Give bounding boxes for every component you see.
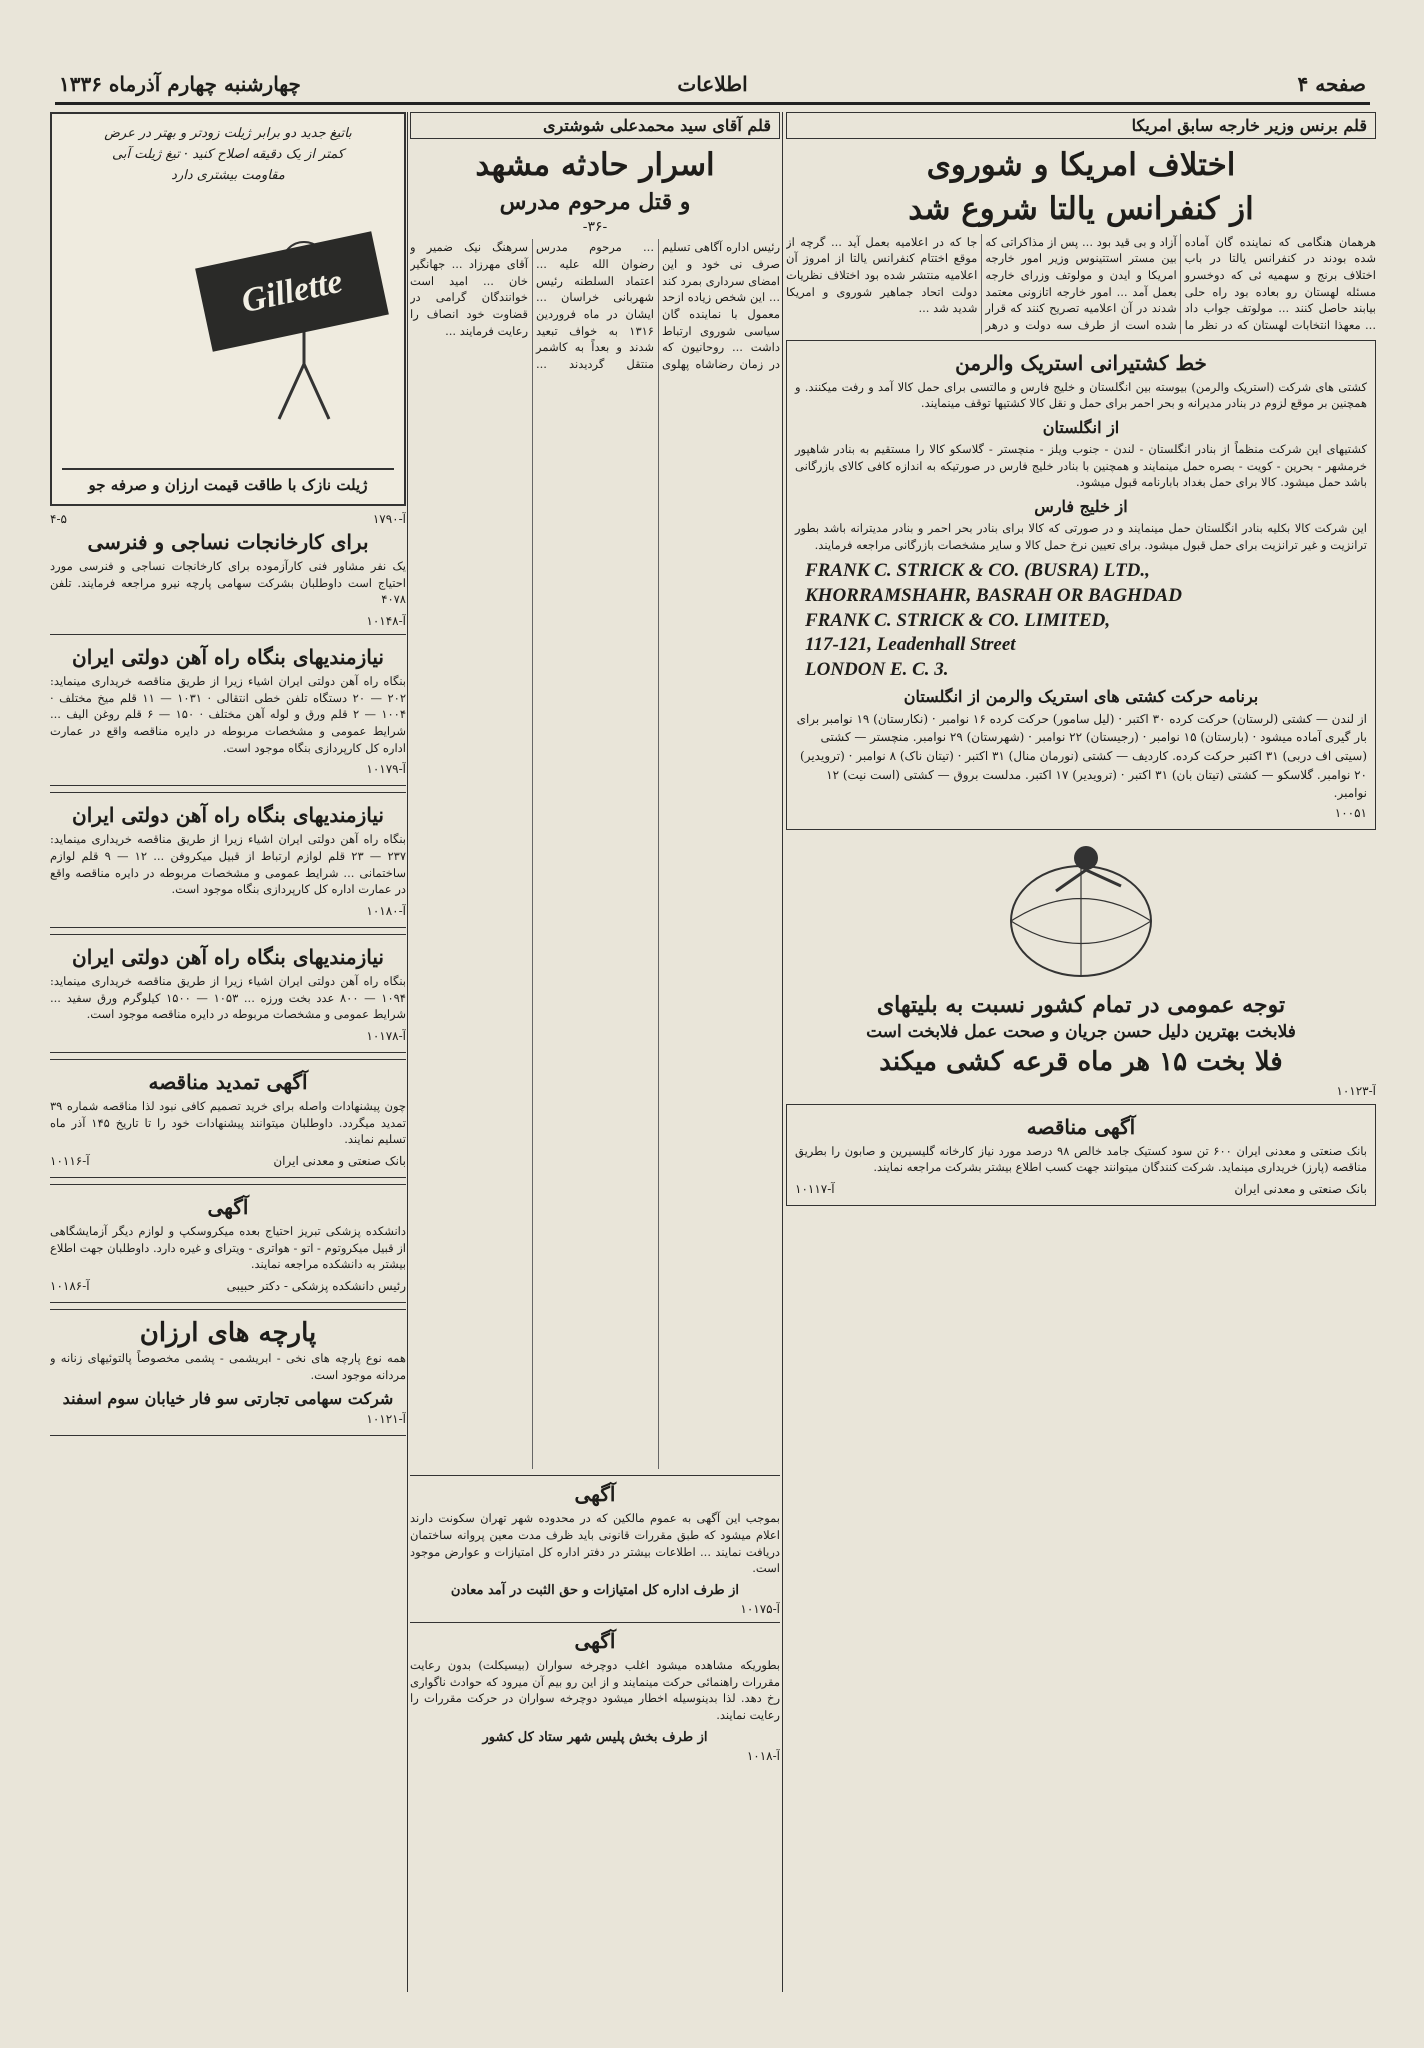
column-divider <box>782 112 783 1992</box>
tender-extension-title: آگهی تمدید مناقصه <box>148 1070 308 1095</box>
railway-ad <box>50 934 406 1053</box>
article-subheadline: و قتل مرحوم مدرس <box>499 189 691 216</box>
tender-ad-footer <box>795 1182 1367 1196</box>
fabric-ad-signature: شرکت سهامی تجارتی سو فار خیابان سوم اسفند <box>62 1389 394 1409</box>
notice-body: بطوریکه مشاهده میشود اغلب دوچرخه سواران (بیسیکلت) بدون رعایت مقررات راهنمائی حرکت مینمایند و از این رو بیم آن میرود که حوادث ناگواری رخ دهد. لذا بدینوسیله اخطار میشود دوچرخه سواران در حرکت مقررات را رعایت نمایند. <box>410 1657 780 1722</box>
tender-ad-body: بانک صنعتی و معدنی ایران ۶۰۰ تن سود کستیک جامد خالص ۹۸ درصد مورد نیاز کارخانه گلیسیرین و صابون را بطریق مناقصه (پارز) خریداری مینماید. شرکت کنندگان میتوانند جهت کسب اطلاع بیشتر بشرکت مراجعه نمایند. <box>795 1143 1367 1175</box>
address-line: LONDON E. C. 3. <box>805 659 949 681</box>
railway-ad-body: بنگاه راه آهن دولتی ایران اشیاء زیرا از طریق مناقصه خریداری مینماید: ۱۰۹۴ — ۸۰۰ عدد بخت ورزه ... ۱۰۵۳ — ۱۵۰۰ کیلوگرم ورق سفید ... شرایط عمومی و مشخصات مربوطه در دایره مناقصه موجود است. <box>50 974 406 1022</box>
article-subheadline: از کنفرانس یالتا شروع شد <box>908 191 1254 228</box>
railway-ad-title: نیازمندیهای بنگاه راه آهن دولتی ایران <box>72 645 384 670</box>
ad-code <box>795 806 1367 820</box>
railway-ad-body: بنگاه راه آهن دولتی ایران اشیاء زیرا از طریق مناقصه خریداری مینماید: ۲۰۲ — ۲۰ دستگاه تلفن خطی انتقالی · ۱۰۳۱ — ۱۱ قلم میخ مختلف · ۱۰۰۴ — ۲ قلم ورق و لوله آهن مختلف · ۱۵۰ — ۶ قلم روغن الیف ... شرایط عمومی و مشخصات مربوطه در دایره مناقصه واقع در عمارت اداره کل کارپردازی بنگاه موجود است. <box>50 674 406 755</box>
ad-code <box>50 1029 406 1043</box>
medical-ad-body: دانشکده پزشکی تبریز احتیاج بعده میکروسکپ و لوازم دیگر آزمایشگاهی از قبیل میکروتوم - اتو - هواتری - ویترای و غیره دارد. داوطلبان جهت اطلاع بیشتر به دانشکده مراجعه نمایند. <box>50 1224 406 1272</box>
tender-signature: بانک صنعتی و معدنی ایران <box>1234 1182 1367 1197</box>
notice-title: آگهی <box>574 1628 616 1653</box>
divider <box>410 1622 780 1623</box>
address-line: FRANK C. STRICK & CO. (BUSRA) LTD., <box>805 560 1150 582</box>
article-body <box>786 234 1376 334</box>
address-line: KHORRAMSHAHR, BASRAH OR BAGHDAD <box>805 585 1182 607</box>
railway-ad <box>50 792 406 928</box>
address-line: 117-121, Leadenhall Street <box>805 634 1016 656</box>
railway-ad-title: نیازمندیهای بنگاه راه آهن دولتی ایران <box>72 945 384 970</box>
shipping-ad-title: خط کشتیرانی استریک والرمن <box>955 350 1207 375</box>
railway-ad <box>50 634 406 786</box>
tender-extension-body: چون پیشنهادات واصله برای خرید تصمیم کافی نبود لذا مناقصه شماره ۳۹ تمدید میگردد. داوطلبان میتوانند پیشنهادات خود را تا تاریخ ۱۴۵ آذر ماه تسلیم نمایند. <box>50 1099 406 1147</box>
ad-code <box>50 1412 406 1426</box>
fabric-ad <box>50 1309 406 1436</box>
ad-code-value: آ-۱۰۱۲۱ <box>366 1412 406 1427</box>
lottery-line: فلابخت بهترین دلیل حسن جریان و صحت عمل فلابخت است <box>866 1021 1296 1042</box>
page-number: صفحه ۴ <box>1297 72 1366 96</box>
ad-code-value: ۱۰۰۵۱ <box>1334 805 1367 820</box>
notice-title: آگهی <box>574 1482 616 1507</box>
shipping-ad-address <box>795 559 1367 682</box>
article-headline: اسرار حادثه مشهد <box>475 147 715 183</box>
ad-code <box>410 1749 780 1763</box>
ad-code <box>410 1602 780 1616</box>
medical-ad-title: آگهی <box>207 1195 249 1220</box>
shipping-ad-body: کشتی های شرکت (استریک والرمن) بیوسته بین انگلستان و خلیج فارس و مالتسی برای حمل کالا آمد و رفت میکنند. و همچنین بر موقع لزوم در بنادر مدیرانه و بحر احمر برای حمل و نقل کالا کشتیها توقف مینمایند. <box>795 379 1367 411</box>
shipping-ad-gulf: این شرکت کالا بکلیه بنادر انگلستان حمل مینمایند و در صورتی که کالا برای بنادر بحر احمر و بنادر مدیترانه باشد بطور ترانزیت و غیر ترانزیت برای حمل قبول میشود. برای تعیین نرخ حمل کالا و سایر مشخصات بازرگانی مراجعه فرمایند. <box>795 520 1367 552</box>
ad-footer <box>50 1154 406 1168</box>
paper-name: اطلاعات <box>677 72 748 96</box>
notice-signature: از طرف بخش پلیس شهر ستاد کل کشور <box>482 1729 708 1745</box>
shipping-ad <box>786 340 1376 830</box>
medical-school-ad <box>50 1184 406 1303</box>
notice-body: بموجب این آگهی به عموم مالکین که در محدوده شهر تهران سکونت دارند اعلام میشود که طبق مقررات قانونی باید ظرف مدت معین پروانه ساختمان دریافت نمایند ... اطلاعات بیشتر در دفتر اداره کل امتیازات و عوارض موجود است. <box>410 1511 780 1576</box>
lottery-figure-head <box>1074 846 1098 870</box>
railway-ad-body: بنگاه راه آهن دولتی ایران اشیاء زیرا از طریق مناقصه خریداری مینماید: ۲۳۷ — ۲۳ قلم لوازم ارتباط از قبیل میکروفن ... ۱۲ — ۹ قلم لوازم ساختمانی ... شرایط عمومی و مشخصات مربوطه در دایره مناقصه واقع در عمارت اداره کل کارپردازی بنگاه موجود است. <box>50 832 406 897</box>
column-divider <box>407 112 408 1992</box>
article-part-number: -۳۶- <box>582 219 608 236</box>
ad-code <box>50 762 406 776</box>
ad-code-value: آ-۱۰۱۸۶ <box>50 1279 90 1294</box>
shipping-ad-subtitle: از انگلستان <box>1042 417 1120 437</box>
ad-code-value: آ-۱۰۱۷۵ <box>740 1601 780 1616</box>
ad-code-value: آ-۱۰۱۲۳ <box>1336 1083 1376 1098</box>
gillette-ad-text: باتیغ جدید دو برابر ژیلت زودتر و بهتر در عرض کمتر از یک دقیقه اصلاح کنید · تیغ ژیلت آبی مقاومت بیشتری دارد <box>104 126 352 183</box>
ad-code-value: آ-۱۰۱۸۰ <box>366 904 406 919</box>
shipping-ad-subtitle: از خلیج فارس <box>1034 496 1128 516</box>
ad-code-value: آ-۱۰۱۷۹ <box>366 762 406 777</box>
gillette-footer: ژیلت نازک با طاقت قیمت ارزان و صرفه جو <box>62 468 394 494</box>
ad-code-value: آ-۱۰۱۷۸ <box>366 1029 406 1044</box>
issue-date: چهارشنبه چهارم آذرماه ۱۳۳۶ <box>59 72 301 96</box>
ad-signature: رئیس دانشکده پزشکی - دکتر حبیبی <box>226 1279 406 1294</box>
address-line: FRANK C. STRICK & CO. LIMITED, <box>805 609 1111 631</box>
ad-code-number: ۴-۵ <box>50 512 67 526</box>
schedule-list: از لندن — کشتی (لرستان) حرکت کرده ۳۰ اکتبر · (لیل سامور) حرکت کرده ۱۶ نوامبر · (نکارستان) ۱۹ نوامبر برای بار گیری آماده میشود · (بارستان) ۱۵ نوامبر · (رجیستان) ۲۲ نوامبر · (شهرستان) ۲۹ نوامبر. منچستر — کشتی (سیتی اف دربی) ۳۱ اکتبر حرکت کرده. کاردیف — کشتی (نورمان منال) ۳۱ اکتبر · (تیتان ناک) ۸ نوامبر · (ترویدیر) ۲۰ نوامبر. گلاسکو — کشتی (تیتان بان) ۳۱ اکتبر · (ترویدیر) ۱۷ اکتبر. مدلست بروق — کشتی (است نیت) ۱۲ نوامبر. <box>796 711 1367 801</box>
fabric-ad-body: همه نوع پارچه های نخی - ابریشمی - پشمی مخصوصاً پالتوئیهای زنانه و مردانه موجود است. <box>50 1351 406 1382</box>
article-text: هرهمان هنگامی که نماینده گان آماده شده بودند در کنفرانس یالتا در باب اختلاف برنج و سهمیه ئی که دوخسرو مسئله لهستان رو بعاده بود راه حلی بیابند حاصل کنند ... مولوتف جواب داد ... معهذا انتخابات لهستان که در نظر ما آزاد و بی قید بود ... پس از مذاکراتی که بین مستر استتینوس وزیر امور خارجه امریکا و ایدن و مولوتف وزرای خارجه بعمل آمد ... <box>985 234 1376 332</box>
lottery-ad <box>786 990 1376 1081</box>
gillette-logo: Gillette <box>195 231 389 352</box>
tender-ad <box>786 1104 1376 1206</box>
column-ads <box>50 112 406 1992</box>
ad-code <box>50 614 406 628</box>
article-byline: قلم آقای سید محمدعلی شوشتری <box>410 112 780 139</box>
shipping-ad-england: کشتیهای این شرکت منظماً از بنادر انگلستان - لندن - جنوب ویلز - منچستر - گلاسکو کالا را مستقیم به بنادر شاهپور خرمشهر - بحرین - کویت - بصره حمل مینمایند و همچنین با بنادر خلیج فارس در صورتیکه به اندازه کافی کالای بازرگانی باشد حمل میشود. کالا برای حمل بغداد بابارنامه قبول میشود. <box>795 441 1367 490</box>
tender-extension-ad <box>50 1059 406 1178</box>
ad-code-value: آ-۱۰۱۱۷ <box>795 1182 835 1197</box>
notice-signature: از طرف اداره کل امتیازات و حق الثبت در آمد معادن <box>450 1582 740 1598</box>
textile-ad-title: برای کارخانجات نساجی و فنرسی <box>87 530 369 554</box>
lottery-figure-arm <box>1056 870 1121 891</box>
column-history <box>410 112 780 1992</box>
railway-ad-title: نیازمندیهای بنگاه راه آهن دولتی ایران <box>72 803 384 828</box>
lottery-line: توجه عمومی در تمام کشور نسبت به بلیتهای <box>876 991 1286 1018</box>
article-body: رئیس اداره آگاهی تسلیم صرف نی خود و این امضای سرداری بمرد کند ... این شخص زیاده ازحد معمول با نماینده گان سیاسی شوروی ارتباط داشت ... روحانیون که در زمان رضاشاه پهلوی ... مرحوم مدرس رضوان الله علیه ... اعتماد السلطنه رئیس شهربانی خراسان ... ایشان در ماه فروردین ۱۳۱۶ به خواف تبعید شدند و بعداً به کاشمر منتقل گردیدند ... سرهنگ نیک ضمیر و آقای مهرزاد ... جهانگیر خان ... امید است خوانندگان گرامی در قضاوت خود انصاف را رعایت فرمایند ... <box>410 240 780 371</box>
ad-code <box>50 512 406 526</box>
ad-footer <box>50 1279 406 1293</box>
ad-code-value: آ-۱۷۹۰ <box>372 512 406 526</box>
ad-code-value: آ-۱۰۱۴۸ <box>366 614 406 629</box>
masthead <box>55 70 1370 105</box>
ad-code <box>50 904 406 918</box>
ad-code-value: آ-۱۰۱۱۶ <box>50 1154 90 1169</box>
ad-signature: بانک صنعتی و معدنی ایران <box>273 1154 406 1169</box>
article-headline: اختلاف امریکا و شوروی <box>926 147 1236 183</box>
fabric-ad-title: پارچه های ارزان <box>139 1318 317 1349</box>
gillette-ad <box>50 112 406 506</box>
article-text-continued: امور خارجه اتازونی معتمد شدند در آن اعلامیه تصریح کنند که قرار شده است از طرف سه دولت و درهر جا که در اعلامیه بعمل آید ... گرچه از موقع اختتام کنفرانس یالتا از امروز آن اعلامیه منتشر شده بود اختلاف نظریات دولت اتحاد جماهیر شوروی و امریکا شدید شد ... <box>786 234 1177 332</box>
ad-code <box>786 1084 1376 1098</box>
divider <box>410 1475 780 1476</box>
lottery-illustration <box>786 836 1376 986</box>
ad-code-value: آ-۱۰۱۸ <box>746 1748 780 1763</box>
article-byline: قلم برنس وزیر خارجه سابق امریکا <box>786 112 1376 139</box>
textile-ad-body: یک نفر مشاور فنی کارآزموده برای کارخانجات نساجی و فنرسی مورد احتیاج است داوطلبان بشرکت سهامی پارچه نیرو مراجعه فرمایند. تلفن ۴۰۷۸ <box>50 559 406 607</box>
lottery-headline: فلا بخت ۱۵ هر ماه قرعه کشی میکند <box>879 1047 1283 1078</box>
tender-ad-title: آگهی مناقصه <box>1026 1114 1136 1139</box>
schedule-title: برنامه حرکت کشتی های استریک والرمن از انگلستان <box>903 686 1259 706</box>
column-politics <box>786 112 1376 1992</box>
